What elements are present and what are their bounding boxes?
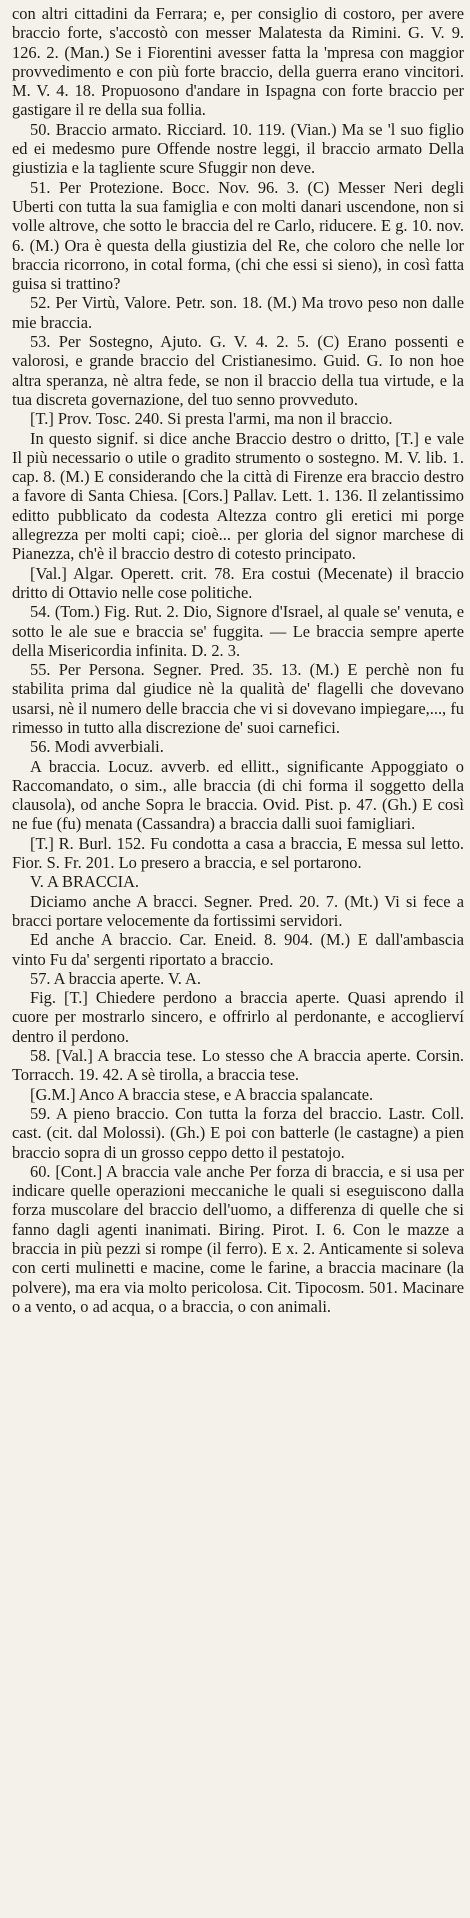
entry-54-figurato: 54. (Tom.) Fig. Rut. 2. Dio, Signore d'Israel, al quale se' venuta, e sotto le ale sue e braccia se' fuggita. — Le braccia sempre aperte della Misericordia infinita. D. 2. 3. — [12, 602, 464, 660]
entry-57-braccia-aperte: 57. A braccia aperte. V. A. — [30, 968, 201, 988]
entry-59-pieno-braccio: 59. A pieno braccio. Con tutta la forza del braccio. Lastr. Coll. cast. (cit. dal Molossi). (Gh.) E poi con batterle (le castagne) a pien braccio sopra di un grosso ceppo detto il pestatojo. — [12, 1103, 464, 1162]
entry-53-prov-tosc: [T.] Prov. Tosc. 240. Si presta l'armi, ma non il braccio. — [30, 409, 393, 429]
entry-53-braccio-destro: In questo signif. si dice anche Braccio destro o dritto, [T.] e vale Il più necessario o utile o gradito strumento o sostegno. M. V. lib. 1. cap. 8. (M.) E considerando che la città di Firenze era braccio destro a favore di Santa Chiesa. [Cors.] Pallav. Lett. 1. 136. Il zelantissimo editto pubblicato da codesta Altezza contro gli eretici mi porge allegrezza per molti capi; cioè... per gloria del signor marchese di Pianezza, ch'è il braccio destro di cotesto principato. — [12, 428, 464, 564]
entry-53-algar: [Val.] Algar. Operett. crit. 78. Era costui (Mecenate) il braccio dritto di Ottavio nelle cose politiche. — [12, 563, 464, 602]
entry-56-cross-ref: V. A BRACCIA. — [30, 872, 140, 892]
entry-52-virtu: 52. Per Virtù, Valore. Petr. son. 18. (M.) Ma trovo peso non dalle mie braccia. — [12, 293, 464, 332]
entry-55-persona: 55. Per Persona. Segner. Pred. 35. 13. (M.) E perchè non fu stabilita prima dal giudice nè la qualità de' flagelli che dovevano usarsi, nè il numero delle braccia che vi si dovevano impiegare,..., fu rimesso in tutto alla discrezione de' suoi carnefici. — [12, 660, 464, 737]
entry-56-a-bracci: Diciamo anche A bracci. Segner. Pred. 20. 7. (Mt.) Vi si fece a bracci portare velocemente da fortissimi servidori. — [12, 891, 464, 930]
entry-57-figurato: Fig. [T.] Chiedere perdono a braccia aperte. Quasi aprendo il cuore per mostrarlo sincero, e offrirlo al perdonante, e accoglierví dentro il perdono. — [12, 988, 464, 1046]
entry-56-a-braccia: A braccia. Locuz. avverb. ed ellitt., significante Appoggiato o Raccomandato, o sim., alle braccia (di chi forma il soggetto della clausola), od anche Sopra le braccia. Ovid. Pist. p. 47. (Gh.) E così ne fue (fu) menata (Cassandra) a braccia dalli suoi famigliari. — [12, 756, 464, 834]
entry-continuation: con altri cittadini da Ferrara; e, per consiglio di costoro, per avere braccio forte, s'accostò con messer Malatesta da Rimini. G. V. 9. 126. 2. (Man.) Se i Fiorentini avesser fatta la 'mpresa con maggior provvedimento e con più forte braccio, della guerra erano vincitori. M. V. 4. 18. Propuosono d'andare in Ispagna con forte braccio per gastigare il re della sua follia. — [12, 4, 464, 120]
entry-58-braccia-tese: 58. [Val.] A braccia tese. Lo stesso che A braccia aperte. Corsin. Torracch. 19. 42. A sè tirolla, a braccia tese. — [12, 1046, 464, 1085]
entry-51-protezione: 51. Per Protezione. Bocc. Nov. 96. 3. (C) Messer Neri degli Uberti con tutta la sua famiglia e con molti danari uscendone, non si volle altrove, che sotto le braccia del re Carlo, riducere. E g. 10. nov. 6. (M.) Ora è questa della giustizia del Re, che coloro che nelle lor braccia ricorrono, in cotal forma, (chi che essi si sieno), in così fatta guisa si trattino? — [12, 177, 464, 294]
entry-56-a-braccio: Ed anche A braccio. Car. Eneid. 8. 904. (M.) E dall'ambascia vinto Fu da' sergenti riportato a braccio. — [12, 930, 464, 969]
entry-53-sostegno: 53. Per Sostegno, Ajuto. G. V. 4. 2. 5. (C) Erano possenti e valorosi, e grande braccio del Cristianesimo. Guid. G. Io non hoe altra speranza, nè altra fede, se non il braccio della tua virtude, e la tua discreta governazione, del tuo senno provveduto. — [12, 332, 464, 409]
entry-56-r-burl: [T.] R. Burl. 152. Fu condotta a casa a braccia, E messa sul letto. Fior. S. Fr. 201. Lo presero a braccia, e sel portarono. — [12, 833, 464, 873]
entry-56-modi-avverbiali: 56. Modi avverbiali. — [30, 737, 164, 757]
entry-50-braccio-armato: 50. Braccio armato. Ricciard. 10. 119. (Vian.) Ma se 'l suo figlio ed ei medesmo pure Offende nostre leggi, il braccio armato Della giustizia e la tagliente scure Sfuggir non deve. — [12, 119, 464, 178]
entry-60-per-forza-di-braccia: 60. [Cont.] A braccia vale anche Per forza di braccia, e si usa per indicare quelle operazioni meccaniche le quali si eseguiscono dalla forza muscolare del braccio dell'uomo, a differenza di quelle che si fanno dagli agenti inanimati. Biring. Pirot. I. 6. Con le mazze a braccia in più pezzi si rompe (il ferro). E x. 2. Anticamente si soleva con certi mulinetti e macine, come le farine, a braccia macinare (la polvere), ma era via molto pericolosa. Cit. Tipocosm. 501. Macinare o a vento, o ad acqua, o a braccia, o con animali. — [12, 1161, 464, 1316]
entry-58-braccia-stese: [G.M.] Anco A braccia stese, e A braccia spalancate. — [30, 1084, 374, 1104]
